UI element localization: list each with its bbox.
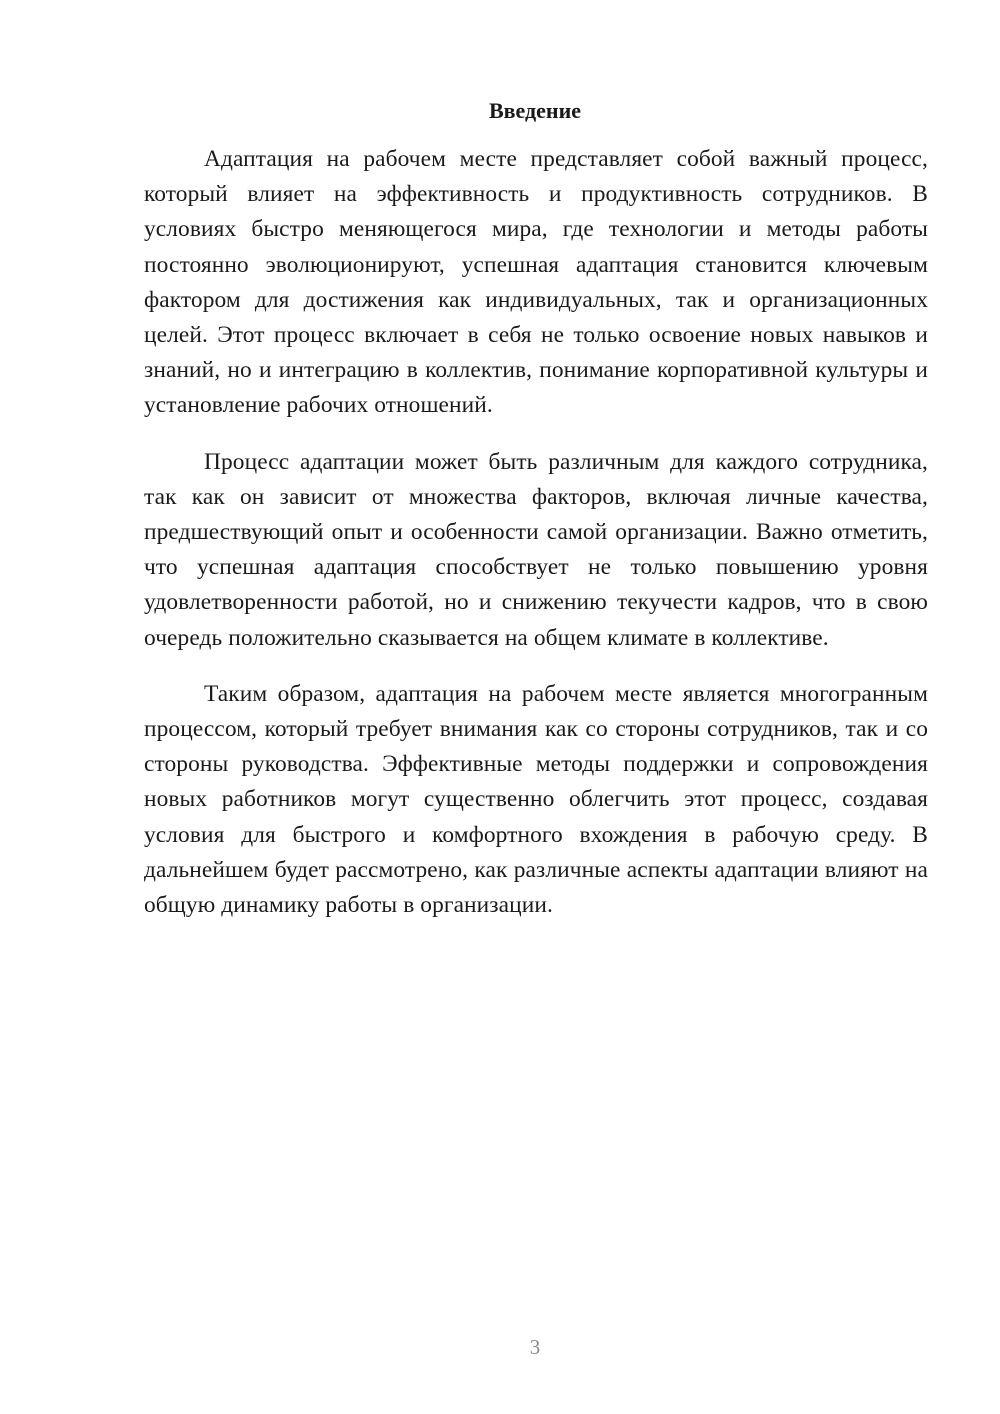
paragraph-2: Процесс адаптации может быть различным для каждого сотрудника, так как он зависит от множества факторов, включая личные качества, предшествующий опыт и особенности самой организации. Важно отметить, что успешная адаптация способствует не только повышению уровня удовлетворенности работой, но и снижению текучести кадров, что в свою очередь положительно сказывается на общем климате в коллективе. [144,448,928,651]
document-body [144,142,928,944]
page-number: 3 [529,1335,541,1359]
paragraph-1: Адаптация на рабочем месте представляет собой важный процесс, который влияет на эффективность и продуктивность сотрудников. В условиях быстро меняющегося мира, где технологии и методы работы постоянно эволюционируют, успешная адаптация становится ключевым фактором для достижения как индивидуальных, так и организационных целей. Этот процесс включает в себя не только освоение новых навыков и знаний, но и интеграцию в коллектив, понимание корпоративной культуры и установление рабочих отношений. [144,146,928,419]
paragraph-3: Таким образом, адаптация на рабочем месте является многогранным процессом, который требует внимания как со стороны сотрудников, так и со стороны руководства. Эффективные методы поддержки и сопровождения новых работников могут существенно облегчить этот процесс, создавая условия для быстрого и комфортного вхождения в рабочую среду. В дальнейшем будет рассмотрено, как различные аспекты адаптации влияют на общую динамику работы в организации. [144,680,928,919]
section-title: Введение [488,98,582,123]
